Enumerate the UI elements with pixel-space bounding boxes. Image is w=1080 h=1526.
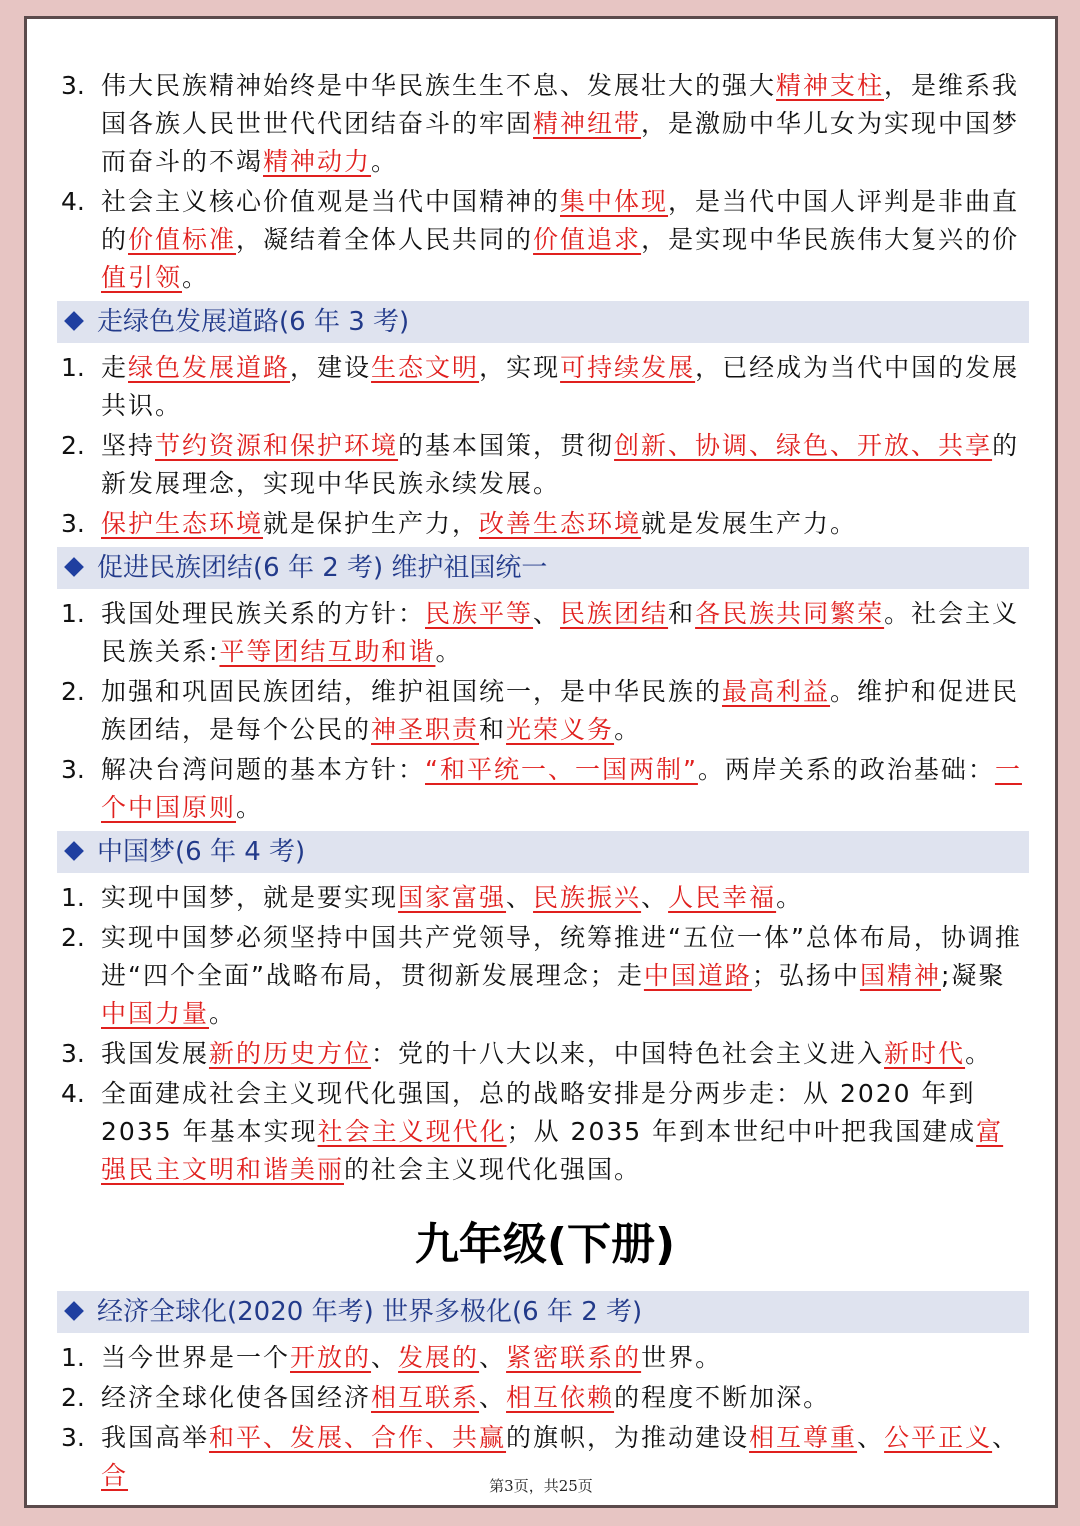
text-run: 。 [182,263,210,292]
text-run: 我国处理民族关系的方针： [101,599,426,628]
section-heading [57,1291,1029,1333]
text-run: 、 [371,1343,399,1372]
text-run: 。 [371,147,399,176]
text-run: 。社会主义民族关系: [101,599,1020,666]
key-phrase: 最高利益 [722,677,831,706]
key-phrase: 开放的 [290,1343,372,1372]
list-item [61,879,1029,917]
key-phrase: 相互依赖 [506,1383,615,1412]
text-run: 世界。 [641,1343,723,1372]
item-number: 2. [61,677,85,706]
page-frame [24,16,1058,1508]
text-run: 我国发展 [101,1039,210,1068]
key-phrase: 紧密联系的 [506,1343,642,1372]
item-text [101,1075,1029,1189]
text-run: 社会主义核心价值观是当代中国精神的 [101,187,561,216]
list-item [61,1339,1029,1377]
item-text [101,919,1029,1033]
key-phrase: 相互联系 [371,1383,480,1412]
section-title: 中国梦(6 年 4 考) [97,837,306,867]
key-phrase: 精神支柱 [776,71,885,100]
list-item [61,1379,1029,1417]
text-run: 的旗帜，为推动建设 [506,1423,750,1452]
list-item [61,427,1029,503]
key-phrase: 集中体现 [560,187,669,216]
text-run: 。 [965,1039,993,1068]
key-phrase: 保护生态环境 [101,509,264,538]
list-item [61,673,1029,749]
item-number: 1. [61,353,85,382]
key-phrase: 民族团结 [560,599,669,628]
list-item [61,1075,1029,1189]
text-run: 。两岸关系的政治基础： [697,755,995,784]
item-text [101,1379,1029,1417]
text-run: 解决台湾问题的基本方针： [101,755,426,784]
text-run: 走 [101,353,129,382]
item-text [101,1035,1029,1073]
key-phrase: 精神动力 [263,147,372,176]
text-run: 。 [236,793,264,822]
list-item [61,67,1029,181]
section-heading [57,547,1029,589]
item-text [101,183,1029,297]
key-phrase: 国家富强 [398,883,507,912]
key-phrase: 发展的 [398,1343,480,1372]
key-phrase: 绿色发展道路 [128,353,291,382]
key-phrase: 社会主义现代化 [317,1117,507,1146]
list-item [61,505,1029,543]
text-run: 当今世界是一个 [101,1343,291,1372]
key-phrase: 和平、发展、合作、共赢 [209,1423,507,1452]
text-run: 的社会主义现代化强国。 [344,1155,642,1184]
text-run: ;凝聚 [940,961,1006,990]
item-text [101,505,1029,543]
list-item [61,751,1029,827]
item-number: 4. [61,1079,85,1108]
text-run: 、 [479,1343,507,1372]
item-number: 2. [61,923,85,952]
list-item [61,1035,1029,1073]
text-run: ，是激励中华儿女为实现中国梦而奋斗的不竭 [101,109,1020,176]
item-number: 2. [61,431,85,460]
grade-title: 九年级(下册) [414,1219,676,1270]
diamond-bullet-icon [64,557,84,577]
key-phrase: 富强民主文明和谐美丽 [101,1117,1004,1184]
key-phrase: 节约资源和保护环境 [155,431,399,460]
key-phrase: 中国力量 [101,999,210,1028]
item-number: 3. [61,509,85,538]
key-phrase: 创新、协调、绿色、开放、共享 [614,431,993,460]
key-phrase: 中国道路 [643,961,752,990]
item-text [101,349,1029,425]
key-phrase: 公平正义 [884,1423,993,1452]
text-run: ，是实现中华民族伟大复兴的价 [641,225,1020,254]
section-heading [57,301,1029,343]
item-text [101,595,1029,671]
key-phrase: 精神纽带 [533,109,642,138]
text-run: 的基本国策，贯彻 [398,431,615,460]
item-number: 3. [61,755,85,784]
list-item [61,183,1029,297]
text-run: 加强和巩固民族团结，维护祖国统一，是中华民族的 [101,677,723,706]
item-number: 3. [61,1423,85,1452]
text-run: 、 [641,883,669,912]
text-run: 和 [668,599,696,628]
key-phrase: 民族振兴 [533,883,642,912]
list-item [61,919,1029,1033]
text-run: 伟大民族精神始终是中华民族生生不息、发展壮大的强大 [101,71,777,100]
text-run: ，凝结着全体人民共同的 [236,225,534,254]
key-phrase: 生态文明 [371,353,480,382]
text-run: 实现中国梦，就是要实现 [101,883,399,912]
key-phrase: 值引领 [101,263,183,292]
key-phrase: 价值追求 [533,225,642,254]
text-run: 和 [479,715,507,744]
text-run: ，是当代中国人评判是非曲直的 [101,187,1020,254]
key-phrase: 合 [101,1461,129,1490]
item-number: 3. [61,1039,85,1068]
key-phrase: 光荣义务 [506,715,615,744]
text-run: ；弘扬中 [751,961,860,990]
text-run: 实现中国梦必须坚持中国共产党领导，统筹推进“五位一体”总体布局，协调推进“四个全面”战略布局，贯彻新发展理念；走 [101,923,1022,990]
diamond-bullet-icon [64,311,84,331]
item-text [101,879,1029,917]
text-run: 经济全球化使各国经济 [101,1383,372,1412]
item-text [101,673,1029,749]
diamond-bullet-icon [64,1301,84,1321]
item-number: 3. [61,71,85,100]
text-run: ：党的十八大以来，中国特色社会主义进入 [371,1039,885,1068]
text-run: 。 [435,637,463,666]
item-number: 2. [61,1383,85,1412]
key-phrase: 神圣职责 [371,715,480,744]
key-phrase: 平等团结互助和谐 [219,637,436,666]
text-run: 、 [506,883,534,912]
text-run: 我国高举 [101,1423,210,1452]
text-run: 的新发展理念，实现中华民族永续发展。 [101,431,1020,498]
key-phrase: 新时代 [884,1039,966,1068]
key-phrase: 相互尊重 [749,1423,858,1452]
text-run: ，已经成为当代中国的发展共识。 [101,353,1020,420]
section-heading [57,831,1029,873]
section-title: 经济全球化(2020 年考) 世界多极化(6 年 2 考) [97,1297,643,1327]
key-phrase: 一个中国原则 [101,755,1022,822]
text-run: ，建设 [290,353,372,382]
key-phrase: “和平统一、一国两制” [425,755,698,784]
item-text [101,1339,1029,1377]
list-item [61,595,1029,671]
key-phrase: 人民幸福 [668,883,777,912]
text-run: 就是保护生产力， [263,509,480,538]
diamond-bullet-icon [64,841,84,861]
page-footer: 第3页，共25页 [489,1477,593,1495]
section-title: 促进民族团结(6 年 2 考) 维护祖国统一 [97,553,548,583]
text-run: 、 [992,1423,1020,1452]
text-run: 的程度不断加深。 [614,1383,831,1412]
list-item [61,349,1029,425]
key-phrase: 可持续发展 [560,353,696,382]
item-text [101,67,1029,181]
text-run: 、 [533,599,561,628]
key-phrase: 价值标准 [128,225,237,254]
item-number: 1. [61,1343,85,1372]
text-run: 坚持 [101,431,156,460]
key-phrase: 国精神 [859,961,941,990]
text-run: ；从 2035 年到本世纪中叶把我国建成 [506,1117,977,1146]
text-run: 。 [614,715,642,744]
text-run: ，是维系我国各族人民世世代代团结奋斗的牢固 [101,71,1020,138]
item-number: 4. [61,187,85,216]
key-phrase: 新的历史方位 [209,1039,372,1068]
key-phrase: 民族平等 [425,599,534,628]
item-text [101,427,1029,503]
text-run: 、 [479,1383,507,1412]
text-run: ，实现 [479,353,561,382]
section-title: 走绿色发展道路(6 年 3 考) [97,307,410,337]
text-run: 。 [776,883,804,912]
key-phrase: 改善生态环境 [479,509,642,538]
item-number: 1. [61,599,85,628]
text-run: 、 [857,1423,885,1452]
text-run: 。维护和促进民族团结，是每个公民的 [101,677,1020,744]
document-content [61,67,1029,1497]
item-number: 1. [61,883,85,912]
text-run: 全面建成社会主义现代化强国，总的战略安排是分两步走：从 2020 年到 2035 年基本实现 [101,1079,976,1146]
text-run: 就是发展生产力。 [641,509,858,538]
key-phrase: 各民族共同繁荣 [695,599,885,628]
item-text [101,751,1029,827]
text-run: 。 [209,999,237,1028]
